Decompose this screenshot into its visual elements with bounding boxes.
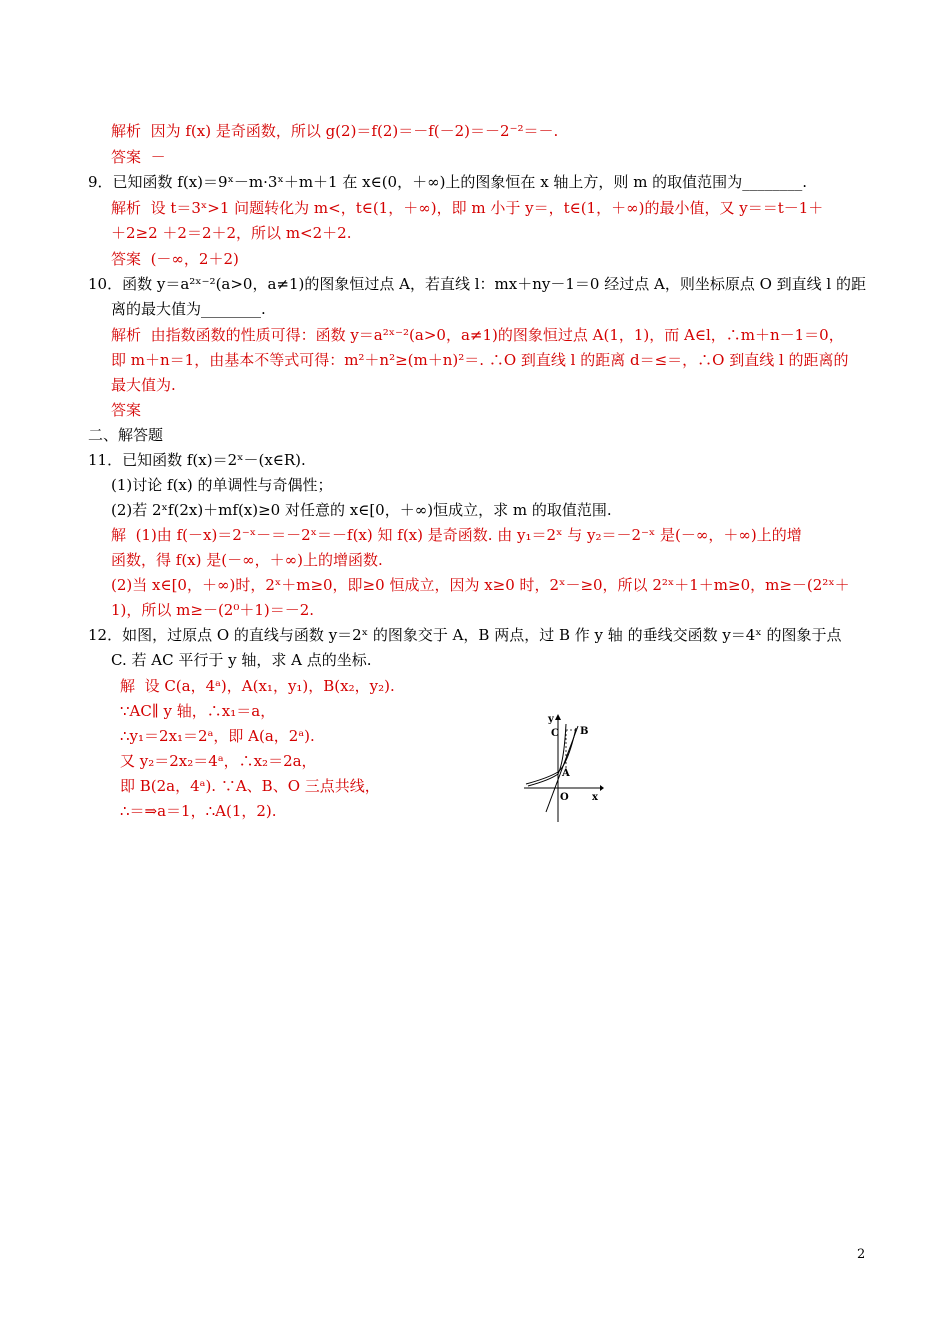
- l6-text: (－∞，2＋2): [150, 250, 239, 268]
- l22: C. 若 AC 平行于 y 轴，求 A 点的坐标.: [111, 651, 372, 669]
- l17: [111, 524, 802, 546]
- l6-label: 答案: [111, 250, 142, 268]
- l23-text: 设 C(a，4ᵃ)，A(x₁，y₁)，B(x₂，y₂).: [144, 677, 395, 695]
- l9-label: 解析: [111, 326, 142, 344]
- l1: [111, 120, 558, 142]
- label-a: A: [562, 768, 570, 779]
- l2-label: 答案: [111, 148, 142, 166]
- l28: ∴＝⇒a＝1，∴A(1，2).: [120, 802, 277, 820]
- l5: ＋2≥2 ＋2＝2＋2，所以 m<2＋2.: [111, 224, 352, 242]
- l4: [111, 197, 823, 219]
- l17-text: (1)由 f(－x)＝2⁻ˣ－＝－2ˣ＝－f(x) 知 f(x) 是奇函数. 由 y₁＝2ˣ 与 y₂＝－2⁻ˣ 是(－∞，＋∞)上的增: [135, 526, 802, 544]
- l9-text: 由指数函数的性质可得：函数 y＝a²ˣ⁻²(a>0，a≠1)的图象恒过点 A(1，1)，而 A∈l，∴m＋n－1＝0，: [150, 326, 844, 344]
- l20: 1)，所以 m≥－(2⁰＋1)＝－2.: [111, 601, 315, 619]
- label-y: y: [548, 714, 554, 725]
- l11: 最大值为.: [111, 376, 176, 394]
- l3: 9．已知函数 f(x)＝9ˣ－m·3ˣ＋m＋1 在 x∈(0，＋∞)上的图象恒在 x 轴上方，则 m 的取值范围为________.: [88, 173, 807, 191]
- label-x: x: [592, 792, 598, 803]
- l10: 即 m＋n＝1，由基本不等式可得：m²＋n²≥(m＋n)²＝. ∴O 到直线 l 的距离 d＝≤＝，∴O 到直线 l 的距离的: [111, 351, 849, 369]
- l17-label: 解: [111, 526, 127, 544]
- l1-text: 因为 f(x) 是奇函数，所以 g(2)＝f(2)＝－f(－2)＝－2⁻²＝－.: [150, 122, 559, 140]
- page-number: 2: [857, 1247, 866, 1262]
- y-axis-arrow: [555, 714, 561, 720]
- l24: ∵AC∥ y 轴，∴x₁＝a，: [120, 702, 276, 720]
- label-c: C: [551, 728, 559, 739]
- l25: ∴y₁＝2x₁＝2ᵃ，即 A(a，2ᵃ).: [120, 727, 315, 745]
- l26: 又 y₂＝2x₂＝4ᵃ，∴x₂＝2a，: [120, 752, 317, 770]
- l23: [120, 675, 395, 697]
- l16: (2)若 2ˣf(2x)＋mf(x)≥0 对任意的 x∈[0，＋∞)恒成立，求 m 的取值范围.: [111, 501, 612, 519]
- graph-figure: [522, 712, 604, 824]
- label-o: O: [560, 792, 569, 803]
- l2-text: －: [150, 148, 166, 166]
- label-b: B: [580, 726, 589, 737]
- l7: 10．函数 y＝a²ˣ⁻²(a>0，a≠1)的图象恒过点 A，若直线 l：mx＋ny－1＝0 经过点 A，则坐标原点 O 到直线 l 的距: [88, 275, 866, 293]
- l1-label: 解析: [111, 122, 142, 140]
- l9: [111, 324, 844, 346]
- l21: 12．如图，过原点 O 的直线与函数 y＝2ˣ 的图象交于 A，B 两点，过 B 作 y 轴 的垂线交函数 y＝4ˣ 的图象于点: [88, 626, 842, 644]
- l23-label: 解: [120, 677, 136, 695]
- l15: (1)讨论 f(x) 的单调性与奇偶性；: [111, 476, 333, 494]
- l8: 离的最大值为________.: [111, 300, 266, 318]
- x-axis-arrow: [600, 785, 604, 791]
- l6: [111, 248, 239, 270]
- l18: 函数，得 f(x) 是(－∞，＋∞)上的增函数.: [111, 551, 383, 569]
- l4-label: 解析: [111, 199, 142, 217]
- l19: (2)当 x∈[0，＋∞)时，2ˣ＋m≥0，即≥0 恒成立，因为 x≥0 时，2ˣ－≥0，所以 2²ˣ＋1＋m≥0，m≥－(2²ˣ＋: [111, 576, 850, 594]
- l13: 二、解答题: [88, 426, 164, 444]
- l4-text: 设 t＝3ˣ>1 问题转化为 m<，t∈(1，＋∞)，即 m 小于 y＝，t∈(1，＋∞)的最小值，又 y＝＝t－1＋: [150, 199, 824, 217]
- l12: [111, 399, 141, 421]
- l27: 即 B(2a，4ᵃ). ∵A、B、O 三点共线，: [120, 777, 380, 795]
- l12-label: 答案: [111, 401, 142, 419]
- l14: 11．已知函数 f(x)＝2ˣ－(x∈R).: [88, 451, 306, 469]
- l2: [111, 146, 166, 168]
